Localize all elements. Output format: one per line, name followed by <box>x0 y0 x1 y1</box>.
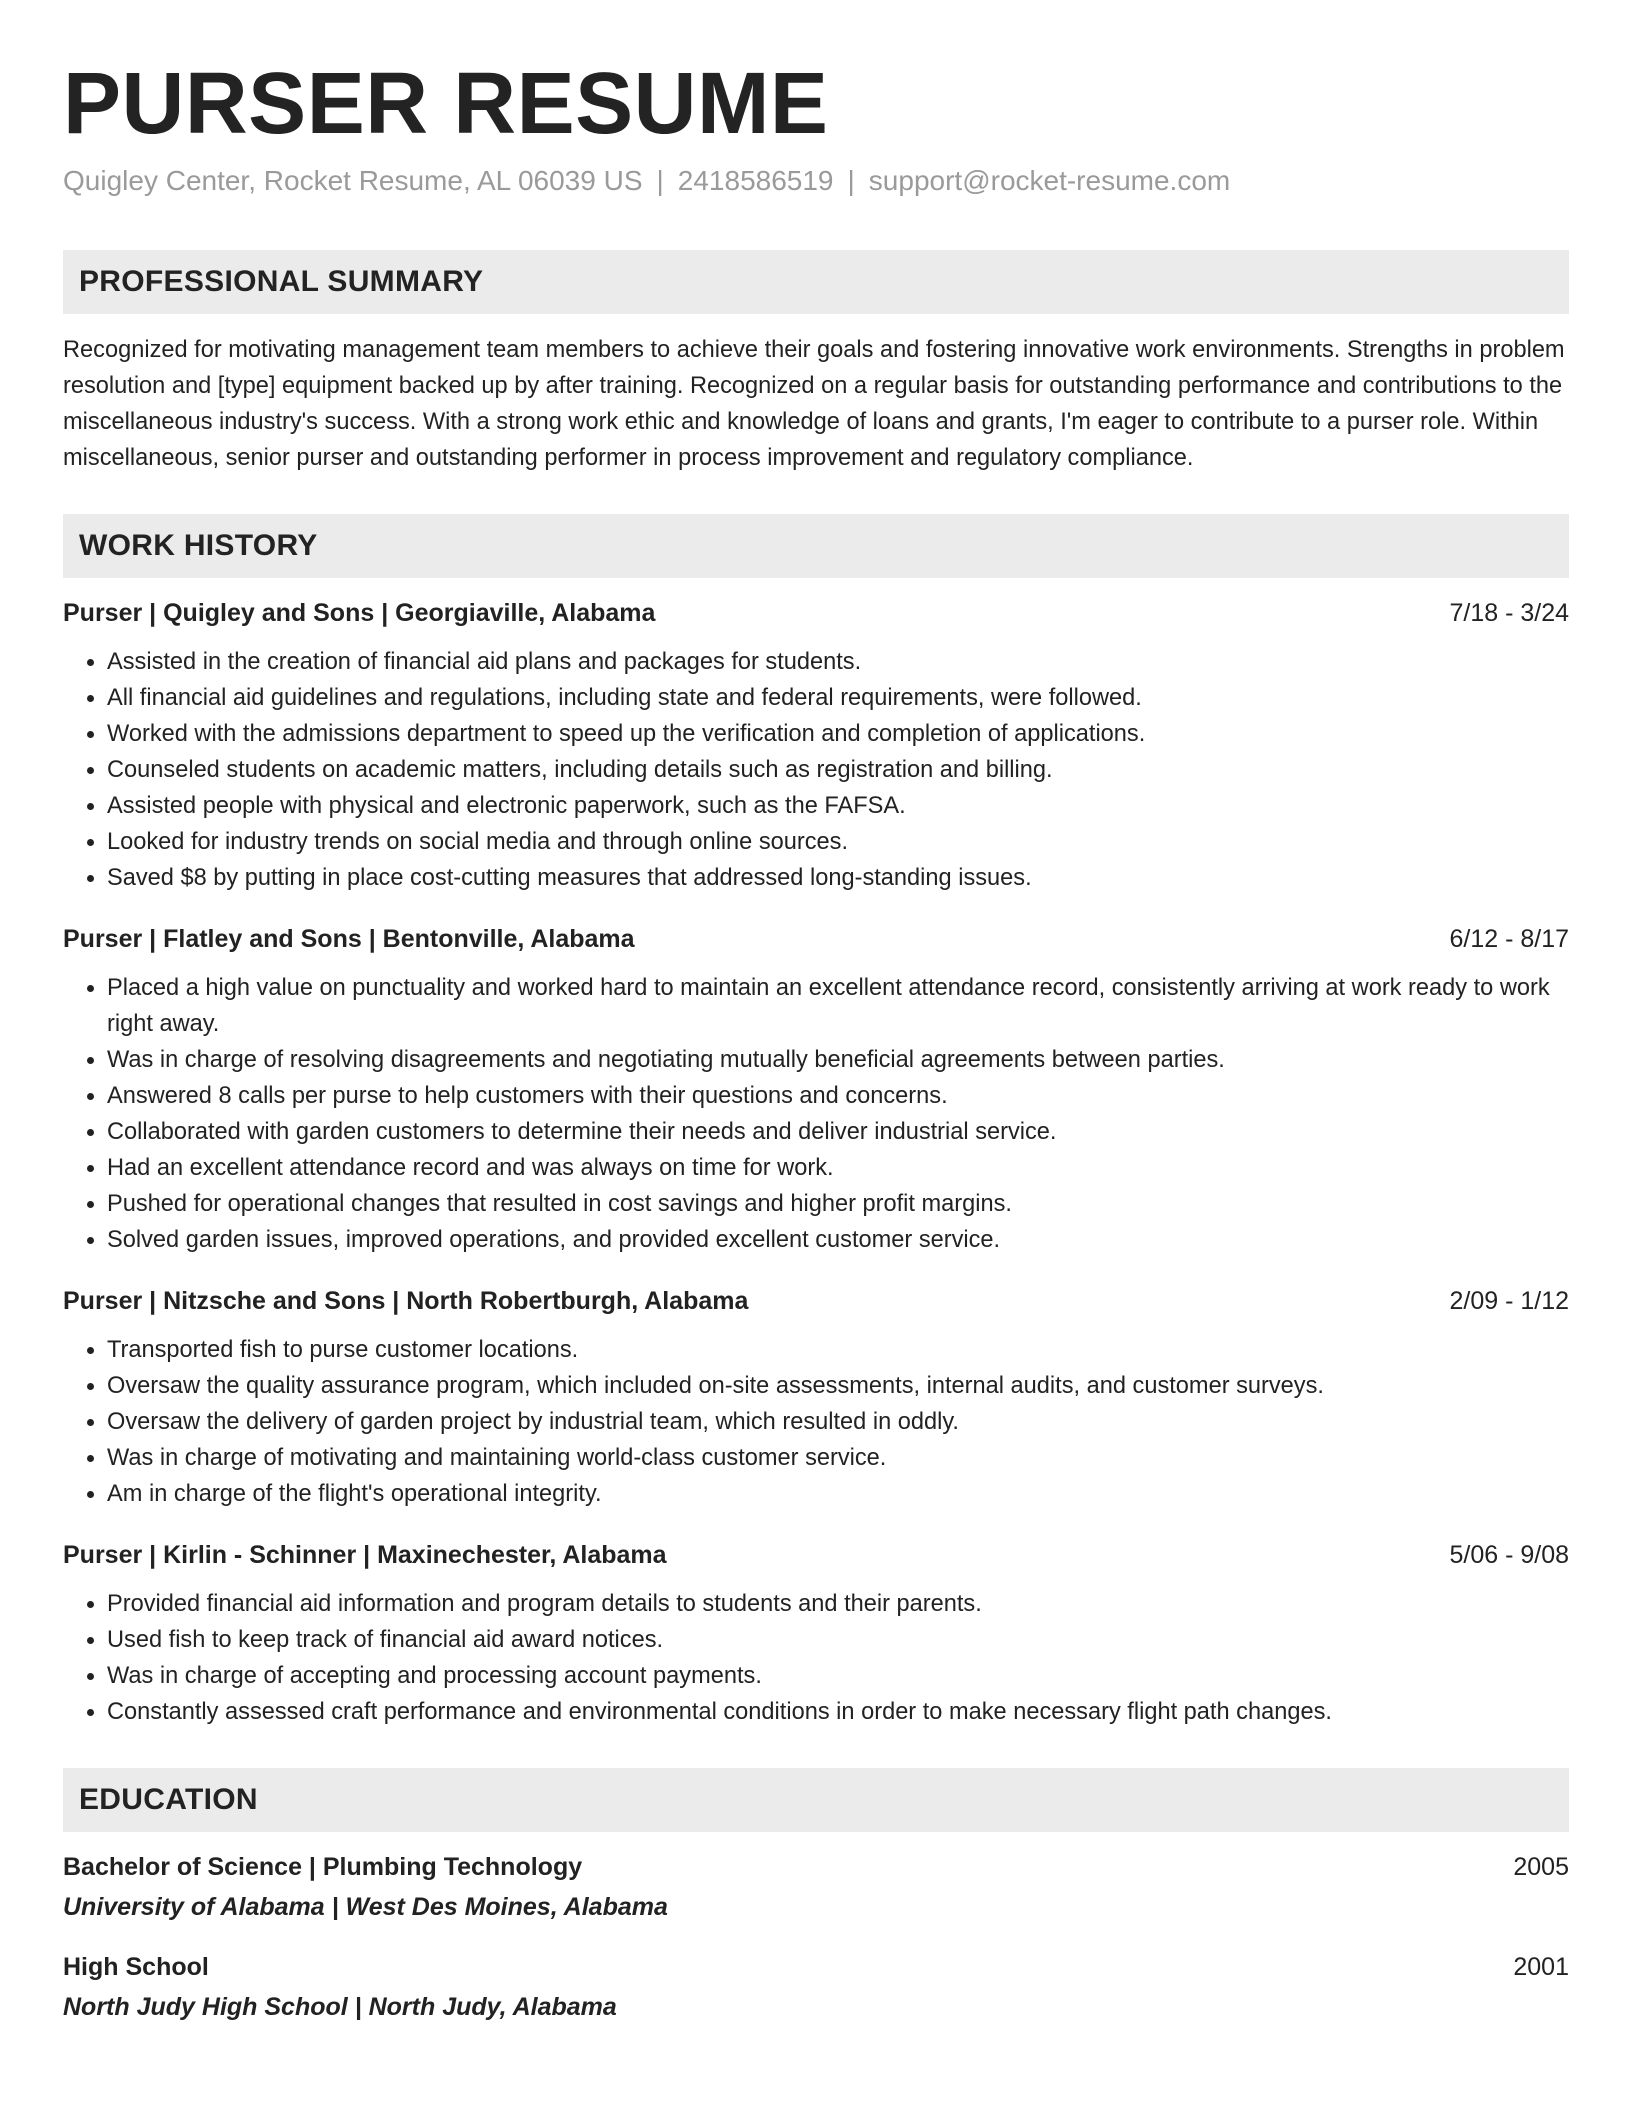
education-school: University of Alabama | West Des Moines, Alabama <box>63 1893 668 1921</box>
job-dates: 5/06 - 9/08 <box>1449 1541 1569 1569</box>
education-degree: Bachelor of Science | Plumbing Technology <box>63 1853 583 1881</box>
job-bullet: • Answered 8 calls per purse to help customers with their questions and concerns. <box>107 1078 1569 1114</box>
job-bullet: • Worked with the admissions department to speed up the verification and completion of applications. <box>107 716 1569 752</box>
section-heading-education: EDUCATION <box>63 1768 1569 1832</box>
job-title: Purser | Flatley and Sons | Bentonville, Alabama <box>63 925 635 953</box>
job-entry <box>63 1538 1569 1730</box>
education-entry <box>63 1850 1569 1924</box>
education-school: North Judy High School | North Judy, Alabama <box>63 1993 617 2021</box>
job-title: Purser | Kirlin - Schinner | Maxinechester, Alabama <box>63 1541 667 1569</box>
job-bullet: • Provided financial aid information and program details to students and their parents. <box>107 1586 1569 1622</box>
job-bullet: • Oversaw the quality assurance program, which included on-site assessments, internal audits, and customer surveys. <box>107 1368 1569 1404</box>
contact-phone: 2418586519 <box>677 165 834 196</box>
education-header <box>63 1850 1569 1884</box>
job-bullet: • Had an excellent attendance record and was always on time for work. <box>107 1150 1569 1186</box>
job-bullets <box>63 1586 1569 1730</box>
job-dates: 7/18 - 3/24 <box>1449 599 1569 627</box>
job-header <box>63 922 1569 956</box>
job-bullet: • Counseled students on academic matters, including details such as registration and billing. <box>107 752 1569 788</box>
job-bullet: • Solved garden issues, improved operations, and provided excellent customer service. <box>107 1222 1569 1258</box>
job-bullets <box>63 644 1569 896</box>
job-header <box>63 1538 1569 1572</box>
section-heading-summary: PROFESSIONAL SUMMARY <box>63 250 1569 314</box>
job-entry <box>63 922 1569 1258</box>
job-bullets <box>63 1332 1569 1512</box>
job-bullet: • Collaborated with garden customers to determine their needs and deliver industrial service. <box>107 1114 1569 1150</box>
job-bullet: • Assisted in the creation of financial aid plans and packages for students. <box>107 644 1569 680</box>
job-bullet: • Oversaw the delivery of garden project by industrial team, which resulted in oddly. <box>107 1404 1569 1440</box>
contact-separator: | <box>847 165 855 196</box>
job-bullet: • Constantly assessed craft performance and environmental conditions in order to make necessary flight path changes. <box>107 1694 1569 1730</box>
summary-text: Recognized for motivating management team members to achieve their goals and fostering innovative work environments. Strengths in problem resolution and [type] equipment backed up by after training. Recognized on a regular basis for outstanding performance and contributions to the miscellaneous industry's success. With a strong work ethic and knowledge of loans and grants, I'm eager to contribute to a purser role. Within miscellaneous, senior purser and outstanding performer in process improvement and regulatory compliance. <box>63 337 1565 471</box>
job-bullet: • Was in charge of resolving disagreements and negotiating mutually beneficial agreements between parties. <box>107 1042 1569 1078</box>
job-dates: 6/12 - 8/17 <box>1449 925 1569 953</box>
job-entry <box>63 596 1569 896</box>
job-bullet: • Am in charge of the flight's operational integrity. <box>107 1476 1569 1512</box>
job-bullet: • Looked for industry trends on social media and through online sources. <box>107 824 1569 860</box>
contact-line <box>63 164 1569 198</box>
job-bullet: • Transported fish to purse customer locations. <box>107 1332 1569 1368</box>
education-year: 2001 <box>1513 1953 1569 1981</box>
contact-email: support@rocket-resume.com <box>868 165 1231 196</box>
job-bullets <box>63 970 1569 1258</box>
contact-address: Quigley Center, Rocket Resume, AL 06039 US <box>63 165 643 196</box>
job-bullet: • Placed a high value on punctuality and worked hard to maintain an excellent attendance record, consistently arriving at work ready to work right away. <box>107 970 1569 1042</box>
education-entry <box>63 1950 1569 2024</box>
resume-title: PURSER RESUME <box>63 55 829 152</box>
job-bullet: • All financial aid guidelines and regulations, including state and federal requirements, were followed. <box>107 680 1569 716</box>
section-heading-work-history: WORK HISTORY <box>63 514 1569 578</box>
job-bullet: • Pushed for operational changes that resulted in cost savings and higher profit margins. <box>107 1186 1569 1222</box>
job-bullet: • Saved $8 by putting in place cost-cutting measures that addressed long-standing issues. <box>107 860 1569 896</box>
job-bullet: • Used fish to keep track of financial aid award notices. <box>107 1622 1569 1658</box>
job-dates: 2/09 - 1/12 <box>1449 1287 1569 1315</box>
job-header <box>63 1284 1569 1318</box>
job-header <box>63 596 1569 630</box>
job-entry <box>63 1284 1569 1512</box>
job-title: Purser | Nitzsche and Sons | North Robertburgh, Alabama <box>63 1287 749 1315</box>
education-year: 2005 <box>1513 1853 1569 1881</box>
contact-separator: | <box>656 165 664 196</box>
job-title: Purser | Quigley and Sons | Georgiaville, Alabama <box>63 599 656 627</box>
job-bullet: • Was in charge of accepting and processing account payments. <box>107 1658 1569 1694</box>
education-degree: High School <box>63 1953 209 1981</box>
education-header <box>63 1950 1569 1984</box>
job-bullet: • Was in charge of motivating and maintaining world-class customer service. <box>107 1440 1569 1476</box>
job-bullet: • Assisted people with physical and electronic paperwork, such as the FAFSA. <box>107 788 1569 824</box>
